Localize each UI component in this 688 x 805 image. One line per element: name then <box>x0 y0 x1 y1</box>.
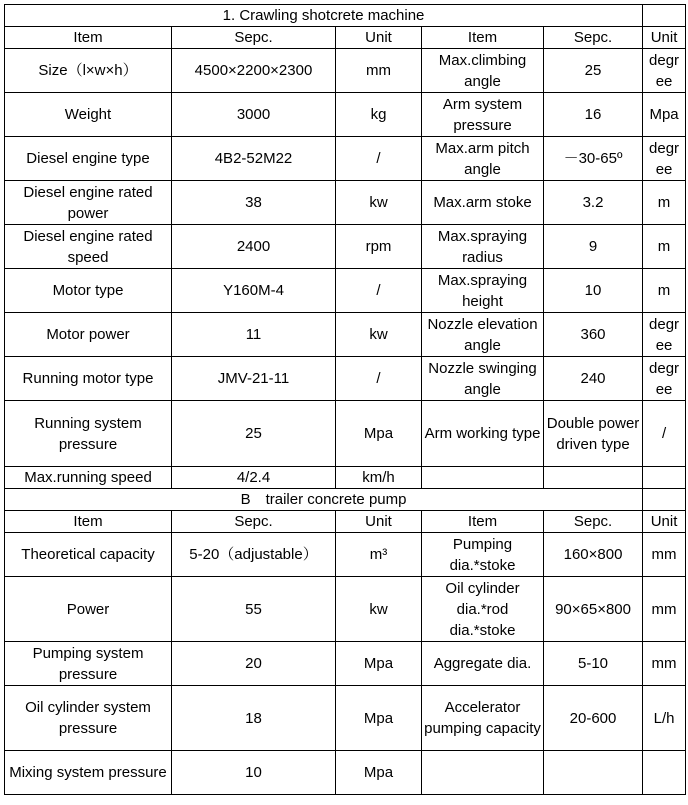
table-cell: degree <box>643 49 686 93</box>
table-cell: 20-600 <box>544 686 643 751</box>
table-cell: Max.spraying height <box>422 269 544 313</box>
table-cell <box>544 467 643 489</box>
column-header: Unit <box>643 27 686 49</box>
table-cell: Max.spraying radius <box>422 225 544 269</box>
table-row <box>5 137 686 181</box>
table-cell: 5-10 <box>544 642 643 686</box>
table-cell: kw <box>336 313 422 357</box>
table-cell <box>422 751 544 795</box>
table-row <box>5 357 686 401</box>
table-cell: rpm <box>336 225 422 269</box>
table-cell: Arm system pressure <box>422 93 544 137</box>
table-cell: Theoretical capacity <box>5 533 172 577</box>
spec-table <box>4 4 686 795</box>
table-cell: Mixing system pressure <box>5 751 172 795</box>
table-cell: 10 <box>172 751 336 795</box>
table-cell: Nozzle elevation angle <box>422 313 544 357</box>
table-cell: / <box>336 357 422 401</box>
column-header: Item <box>422 511 544 533</box>
column-header: Unit <box>643 511 686 533</box>
table-cell: 4B2-52M22 <box>172 137 336 181</box>
column-header: Item <box>5 511 172 533</box>
column-header: Item <box>5 27 172 49</box>
table-cell: mm <box>336 49 422 93</box>
table-cell: JMV-21-11 <box>172 357 336 401</box>
table-cell: Oil cylinder system pressure <box>5 686 172 751</box>
table-cell: Running motor type <box>5 357 172 401</box>
table-cell: 4/2.4 <box>172 467 336 489</box>
table-row <box>5 269 686 313</box>
table-row <box>5 686 686 751</box>
table-cell: －30-65º <box>544 137 643 181</box>
table-cell: mm <box>643 642 686 686</box>
table-cell: 3.2 <box>544 181 643 225</box>
column-header: Sepc. <box>172 511 336 533</box>
table-cell: Accelerator pumping capacity <box>422 686 544 751</box>
table-cell: Oil cylinder dia.*rod dia.*stoke <box>422 577 544 642</box>
table-row <box>5 751 686 795</box>
table-row <box>5 93 686 137</box>
section-title-empty-cell <box>643 489 686 511</box>
column-header: Sepc. <box>544 511 643 533</box>
column-header: Unit <box>336 27 422 49</box>
table-cell: 25 <box>172 401 336 467</box>
table-cell <box>643 751 686 795</box>
table-cell: 3000 <box>172 93 336 137</box>
table-cell: degree <box>643 137 686 181</box>
table-cell <box>544 751 643 795</box>
table-row <box>5 49 686 93</box>
table-cell: Mpa <box>336 642 422 686</box>
table-cell: 55 <box>172 577 336 642</box>
table-cell: mm <box>643 533 686 577</box>
table-cell: 5-20（adjustable） <box>172 533 336 577</box>
section-title-row <box>5 489 686 511</box>
table-cell: Diesel engine type <box>5 137 172 181</box>
table-cell: kg <box>336 93 422 137</box>
table-cell: L/h <box>643 686 686 751</box>
table-cell: Motor type <box>5 269 172 313</box>
table-cell: 4500×2200×2300 <box>172 49 336 93</box>
table-cell: 25 <box>544 49 643 93</box>
header-row <box>5 511 686 533</box>
table-cell: 16 <box>544 93 643 137</box>
table-cell: / <box>336 137 422 181</box>
section-title: B trailer concrete pump <box>5 489 643 511</box>
table-cell: Nozzle swinging angle <box>422 357 544 401</box>
table-row <box>5 642 686 686</box>
section-title: 1. Crawling shotcrete machine <box>5 5 643 27</box>
section-title-empty-cell <box>643 5 686 27</box>
table-cell: Arm working type <box>422 401 544 467</box>
table-cell: Power <box>5 577 172 642</box>
table-cell: degree <box>643 357 686 401</box>
table-cell: Double power driven type <box>544 401 643 467</box>
table-cell: 9 <box>544 225 643 269</box>
table-cell: Aggregate dia. <box>422 642 544 686</box>
table-cell: kw <box>336 181 422 225</box>
table-cell: Max.arm stoke <box>422 181 544 225</box>
table-cell: Diesel engine rated power <box>5 181 172 225</box>
table-cell: 2400 <box>172 225 336 269</box>
table-cell: 360 <box>544 313 643 357</box>
table-row <box>5 181 686 225</box>
table-cell: 18 <box>172 686 336 751</box>
table-cell: Pumping dia.*stoke <box>422 533 544 577</box>
table-row <box>5 225 686 269</box>
section-title-row <box>5 5 686 27</box>
table-cell <box>422 467 544 489</box>
table-cell: m <box>643 225 686 269</box>
table-cell: 20 <box>172 642 336 686</box>
table-cell: 11 <box>172 313 336 357</box>
table-row <box>5 533 686 577</box>
table-cell: 90×65×800 <box>544 577 643 642</box>
column-header: Item <box>422 27 544 49</box>
table-cell: m <box>643 181 686 225</box>
table-cell: / <box>643 401 686 467</box>
table-cell: Mpa <box>336 686 422 751</box>
table-cell: kw <box>336 577 422 642</box>
table-cell: 160×800 <box>544 533 643 577</box>
table-cell: Weight <box>5 93 172 137</box>
table-cell: Mpa <box>336 751 422 795</box>
table-cell: Diesel engine rated speed <box>5 225 172 269</box>
table-row <box>5 401 686 467</box>
table-cell: 240 <box>544 357 643 401</box>
spec-table-body <box>5 5 686 795</box>
table-cell: Max.arm pitch angle <box>422 137 544 181</box>
table-cell: Running system pressure <box>5 401 172 467</box>
table-cell: / <box>336 269 422 313</box>
header-row <box>5 27 686 49</box>
table-cell <box>643 467 686 489</box>
table-cell: Mpa <box>336 401 422 467</box>
table-cell: degree <box>643 313 686 357</box>
table-row <box>5 313 686 357</box>
column-header: Sepc. <box>172 27 336 49</box>
table-cell: Mpa <box>643 93 686 137</box>
table-cell: Pumping system pressure <box>5 642 172 686</box>
table-cell: m³ <box>336 533 422 577</box>
table-cell: Max.running speed <box>5 467 172 489</box>
column-header: Unit <box>336 511 422 533</box>
table-row <box>5 577 686 642</box>
column-header: Sepc. <box>544 27 643 49</box>
table-cell: Size（l×w×h） <box>5 49 172 93</box>
table-row <box>5 467 686 489</box>
table-cell: 10 <box>544 269 643 313</box>
table-cell: m <box>643 269 686 313</box>
table-cell: km/h <box>336 467 422 489</box>
table-cell: mm <box>643 577 686 642</box>
table-cell: 38 <box>172 181 336 225</box>
table-cell: Max.climbing angle <box>422 49 544 93</box>
table-cell: Y160M-4 <box>172 269 336 313</box>
table-cell: Motor power <box>5 313 172 357</box>
